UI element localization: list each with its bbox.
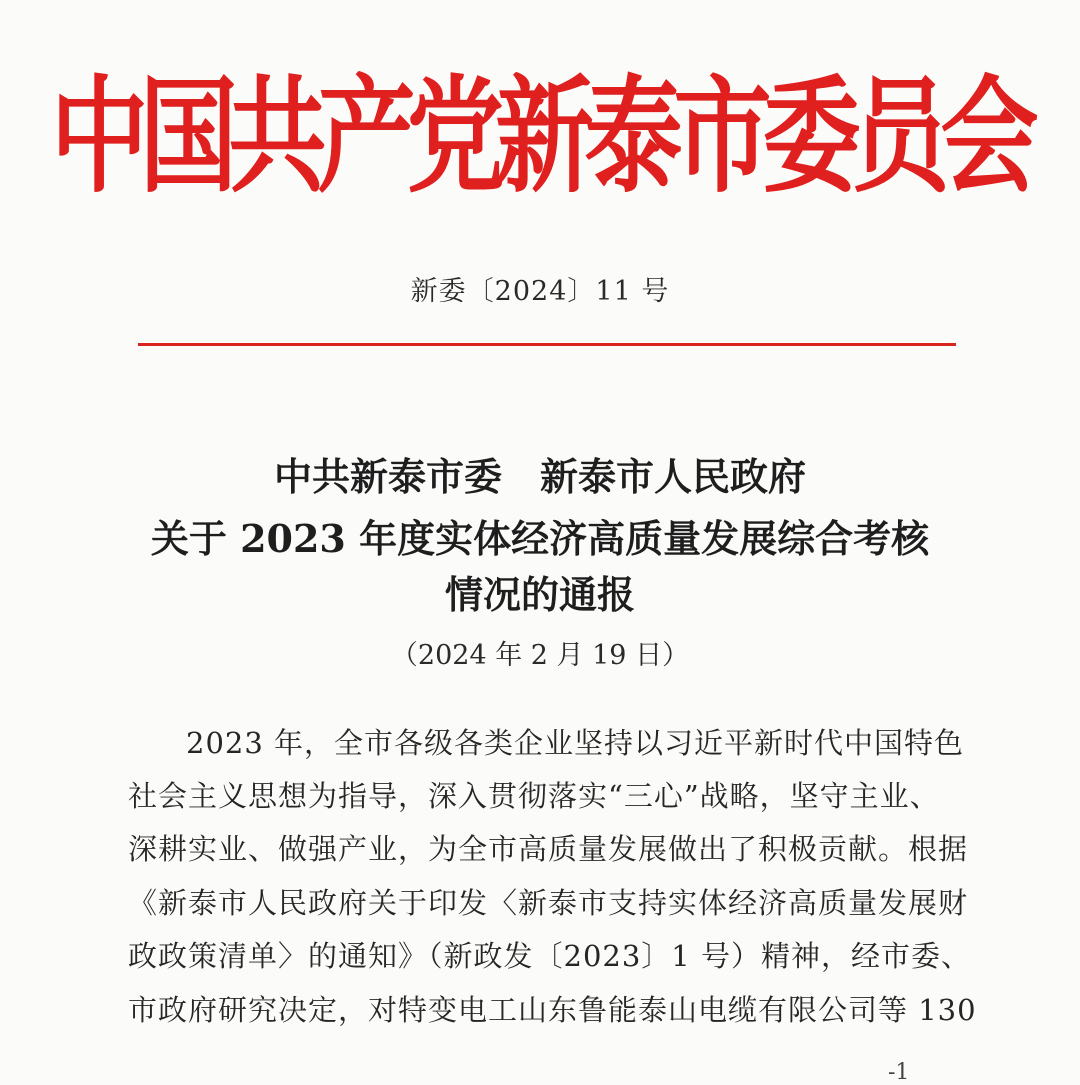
masthead-title: 中国共产党新泰市委员会 (50, 65, 1030, 211)
notice-title-line-3: 情况的通报 (444, 572, 635, 617)
body-text-line: 社会主义思想为指导，深入贯彻落实“三心”战略，坚守主业、 (128, 779, 940, 813)
notice-title-line-1: 中共新泰市委 新泰市人民政府 (273, 454, 806, 499)
document-number: 新委〔2024〕11 号 (410, 276, 670, 307)
notice-title-line-2: 关于 2023 年度实体经济高质量发展综合考核 (150, 516, 930, 561)
body-text-line: 2023 年，全市各级各类企业坚持以习近平新时代中国特色 (186, 726, 965, 760)
body-text-line: 深耕实业、做强产业，为全市高质量发展做出了积极贡献。根据 (128, 832, 969, 866)
red-divider-line (138, 343, 956, 346)
body-text-line: 政政策清单〉的通知》（新政发〔2023〕1 号）精神，经市委、 (128, 939, 971, 973)
body-text-line: 《新泰市人民政府关于印发〈新泰市支持实体经济高质量发展财 (128, 886, 969, 920)
page-number: -1 (888, 1060, 910, 1085)
issue-date: （2024 年 2 月 19 日） (390, 640, 690, 671)
body-text-line: 市政府研究决定，对特变电工山东鲁能泰山电缆有限公司等 130 (128, 993, 977, 1027)
